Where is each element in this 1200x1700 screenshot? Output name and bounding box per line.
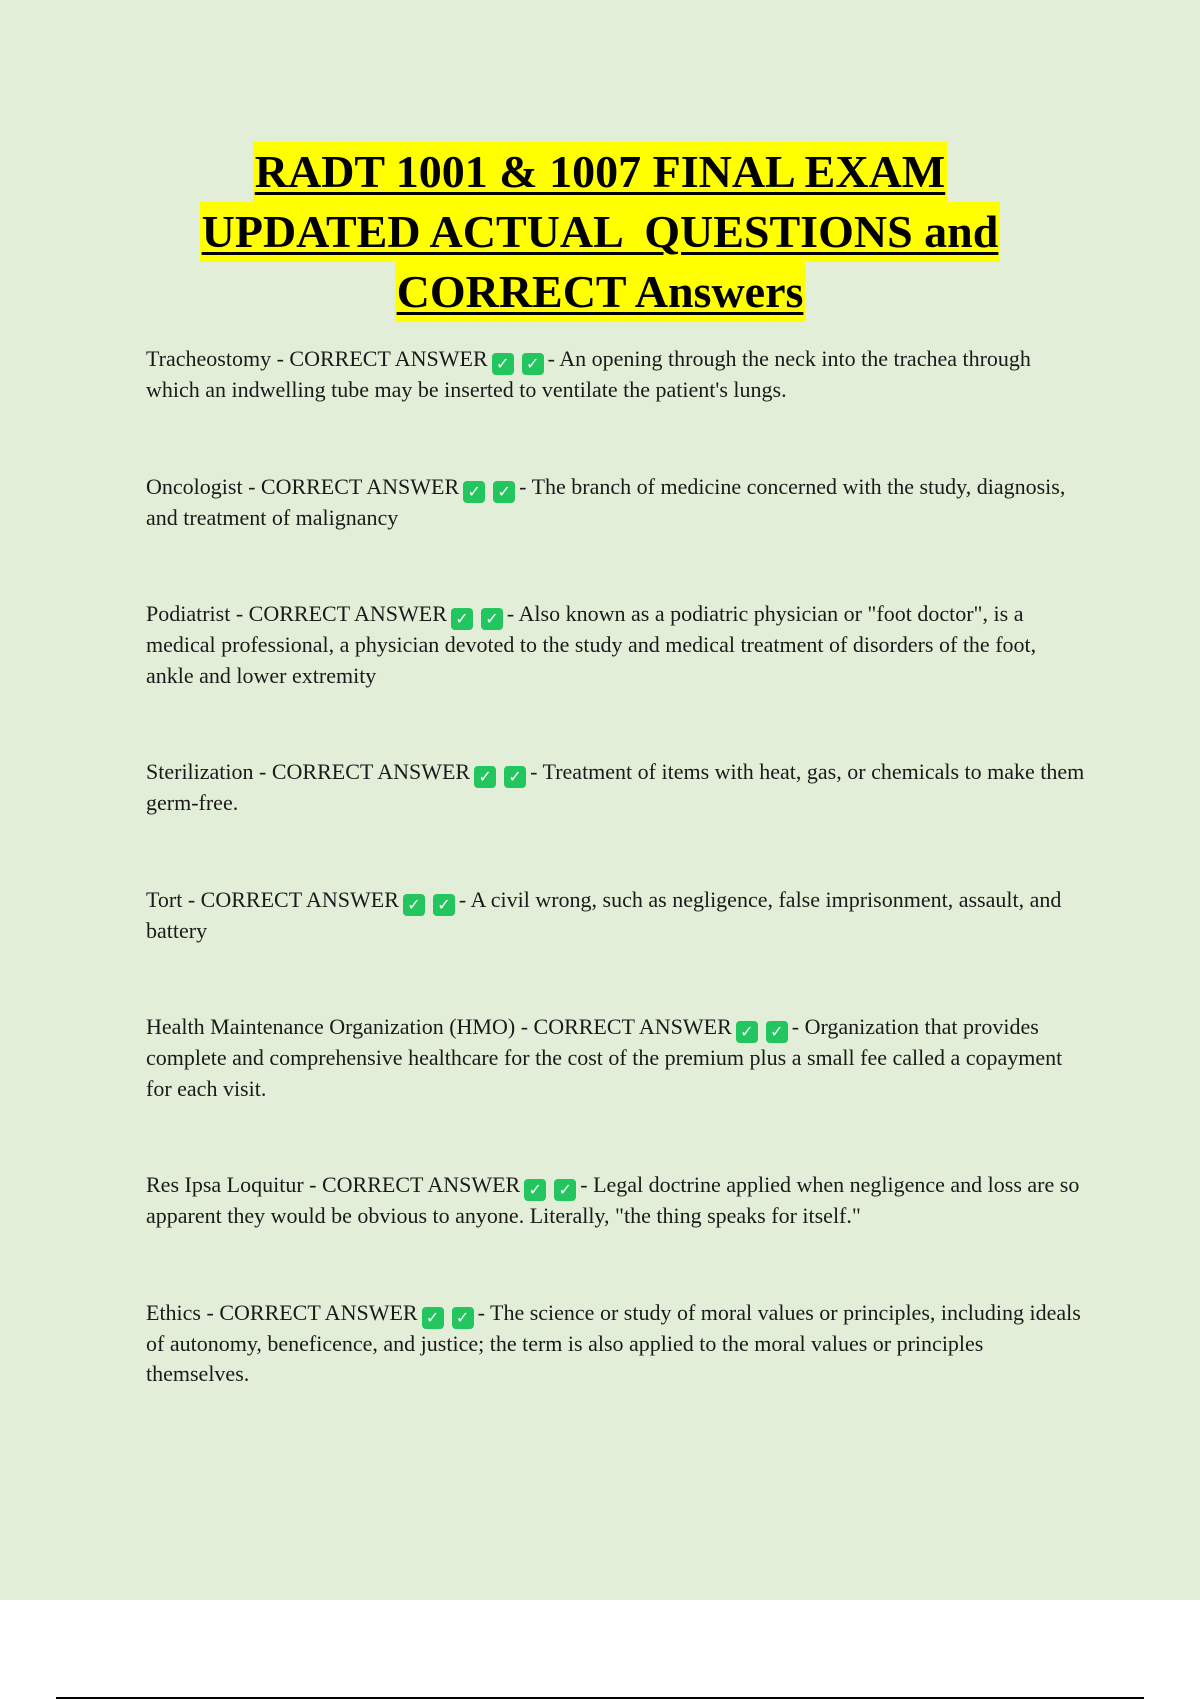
qa-entry: Tort - CORRECT ANSWER ✓ ✓ - A civil wrong, such as negligence, false imprisonment, assault, and battery (146, 886, 1062, 943)
check-mark-icon: ✓ (492, 353, 514, 375)
check-mark-icon: ✓ (452, 1307, 474, 1329)
answer-marker: CORRECT ANSWER (248, 601, 447, 626)
entry-term: Health Maintenance Organization (HMO) (146, 1014, 516, 1039)
entry-definition: The branch of medicine concerned with the study, diagnosis, and treatment of malignancy (146, 473, 1066, 530)
entry-definition: Organization that provides complete and comprehensive healthcare for the cost of the premium plus a small fee called a copayment for each visit. (146, 1014, 1063, 1101)
entry-definition: A civil wrong, such as negligence, false imprisonment, assault, and battery (146, 886, 1062, 943)
qa-entry: Health Maintenance Organization (HMO) - CORRECT ANSWER ✓ ✓ - Organization that provides complete and comprehensive healthcare for the cost of the premium plus a small fee called a copayment for each visit. (146, 1014, 1063, 1101)
answer-marker: CORRECT ANSWER (271, 759, 471, 784)
entry-term: Tort (146, 886, 183, 912)
qa-entry: Tracheostomy - CORRECT ANSWER ✓ ✓ - An opening through the neck into the trachea through which an indwelling tube may be inserted to ventilate the patient's lungs. (146, 346, 1031, 402)
answer-marker: CORRECT ANSWER (289, 346, 488, 371)
check-mark-icon: ✓ (422, 1307, 444, 1329)
check-mark-icon: ✓ (522, 353, 544, 375)
entry-definition: Legal doctrine applied when negligence and loss are so apparent they would be obvious to anyone. Literally, "the thing speaks for itself." (146, 1172, 1080, 1228)
check-mark-icon: ✓ (463, 481, 485, 503)
document-title (0, 142, 1200, 322)
check-mark-icon: ✓ (451, 608, 473, 630)
entry-term: Res Ipsa Loquitur (146, 1172, 304, 1197)
entry-definition: Also known as a podiatric physician or "foot doctor", is a medical professional, a physician devoted to the study and medical treatment of disorders of the foot, ankle and lower extremity (146, 601, 1037, 688)
entry-definition: Treatment of items with heat, gas, or chemicals to make them germ-free. (146, 759, 1085, 815)
title-line: CORRECT Answers (395, 262, 806, 322)
answer-marker: CORRECT ANSWER (200, 886, 399, 912)
check-mark-icon: ✓ (554, 1179, 576, 1201)
entry-term: Ethics (146, 1299, 201, 1325)
footer-divider (56, 1697, 1144, 1699)
check-mark-icon: ✓ (481, 608, 503, 630)
check-mark-icon: ✓ (493, 481, 515, 503)
check-mark-icon: ✓ (766, 1021, 788, 1043)
qa-entry: Oncologist - CORRECT ANSWER ✓ ✓ - The branch of medicine concerned with the study, diagnosis, and treatment of malignancy (146, 473, 1066, 530)
entry-term: Oncologist (146, 473, 243, 499)
qa-entry: Res Ipsa Loquitur - CORRECT ANSWER ✓ ✓ - Legal doctrine applied when negligence and loss are so apparent they would be obvious to anyone. Literally, "the thing speaks for itself." (146, 1172, 1080, 1228)
entry-term: Tracheostomy (146, 346, 272, 371)
qa-entry: Ethics - CORRECT ANSWER ✓ ✓ - The science or study of moral values or principles, including ideals of autonomy, beneficence, and justice; the term is also applied to the moral values or principles themselves. (146, 1299, 1081, 1386)
entry-term: Podiatrist (146, 601, 231, 626)
answer-marker: CORRECT ANSWER (260, 473, 460, 499)
answer-marker: CORRECT ANSWER (533, 1014, 732, 1039)
entry-definition: An opening through the neck into the trachea through which an indwelling tube may be inserted to ventilate the patient's lungs. (146, 346, 1031, 402)
qa-entry: Sterilization - CORRECT ANSWER ✓ ✓ - Treatment of items with heat, gas, or chemicals to make them germ-free. (146, 759, 1085, 815)
title-line: UPDATED ACTUAL QUESTIONS and (200, 202, 1001, 262)
entry-term: Sterilization (146, 759, 254, 784)
check-mark-icon: ✓ (736, 1021, 758, 1043)
check-mark-icon: ✓ (524, 1179, 546, 1201)
check-mark-icon: ✓ (433, 894, 455, 916)
check-mark-icon: ✓ (504, 766, 526, 788)
title-line: RADT 1001 & 1007 FINAL EXAM (253, 142, 947, 202)
answer-marker: CORRECT ANSWER (321, 1172, 521, 1197)
qa-entry: Podiatrist - CORRECT ANSWER ✓ ✓ - Also known as a podiatric physician or "foot doctor", is a medical professional, a physician devoted to the study and medical treatment of disorders of the foot, ankle and lower extremity (146, 601, 1037, 688)
qa-list (146, 344, 1086, 1456)
entry-definition: The science or study of moral values or principles, including ideals of autonomy, beneficence, and justice; the term is also applied to the moral values or principles themselves. (146, 1299, 1081, 1386)
answer-marker: CORRECT ANSWER (219, 1299, 418, 1325)
check-mark-icon: ✓ (403, 894, 425, 916)
check-mark-icon: ✓ (474, 766, 496, 788)
